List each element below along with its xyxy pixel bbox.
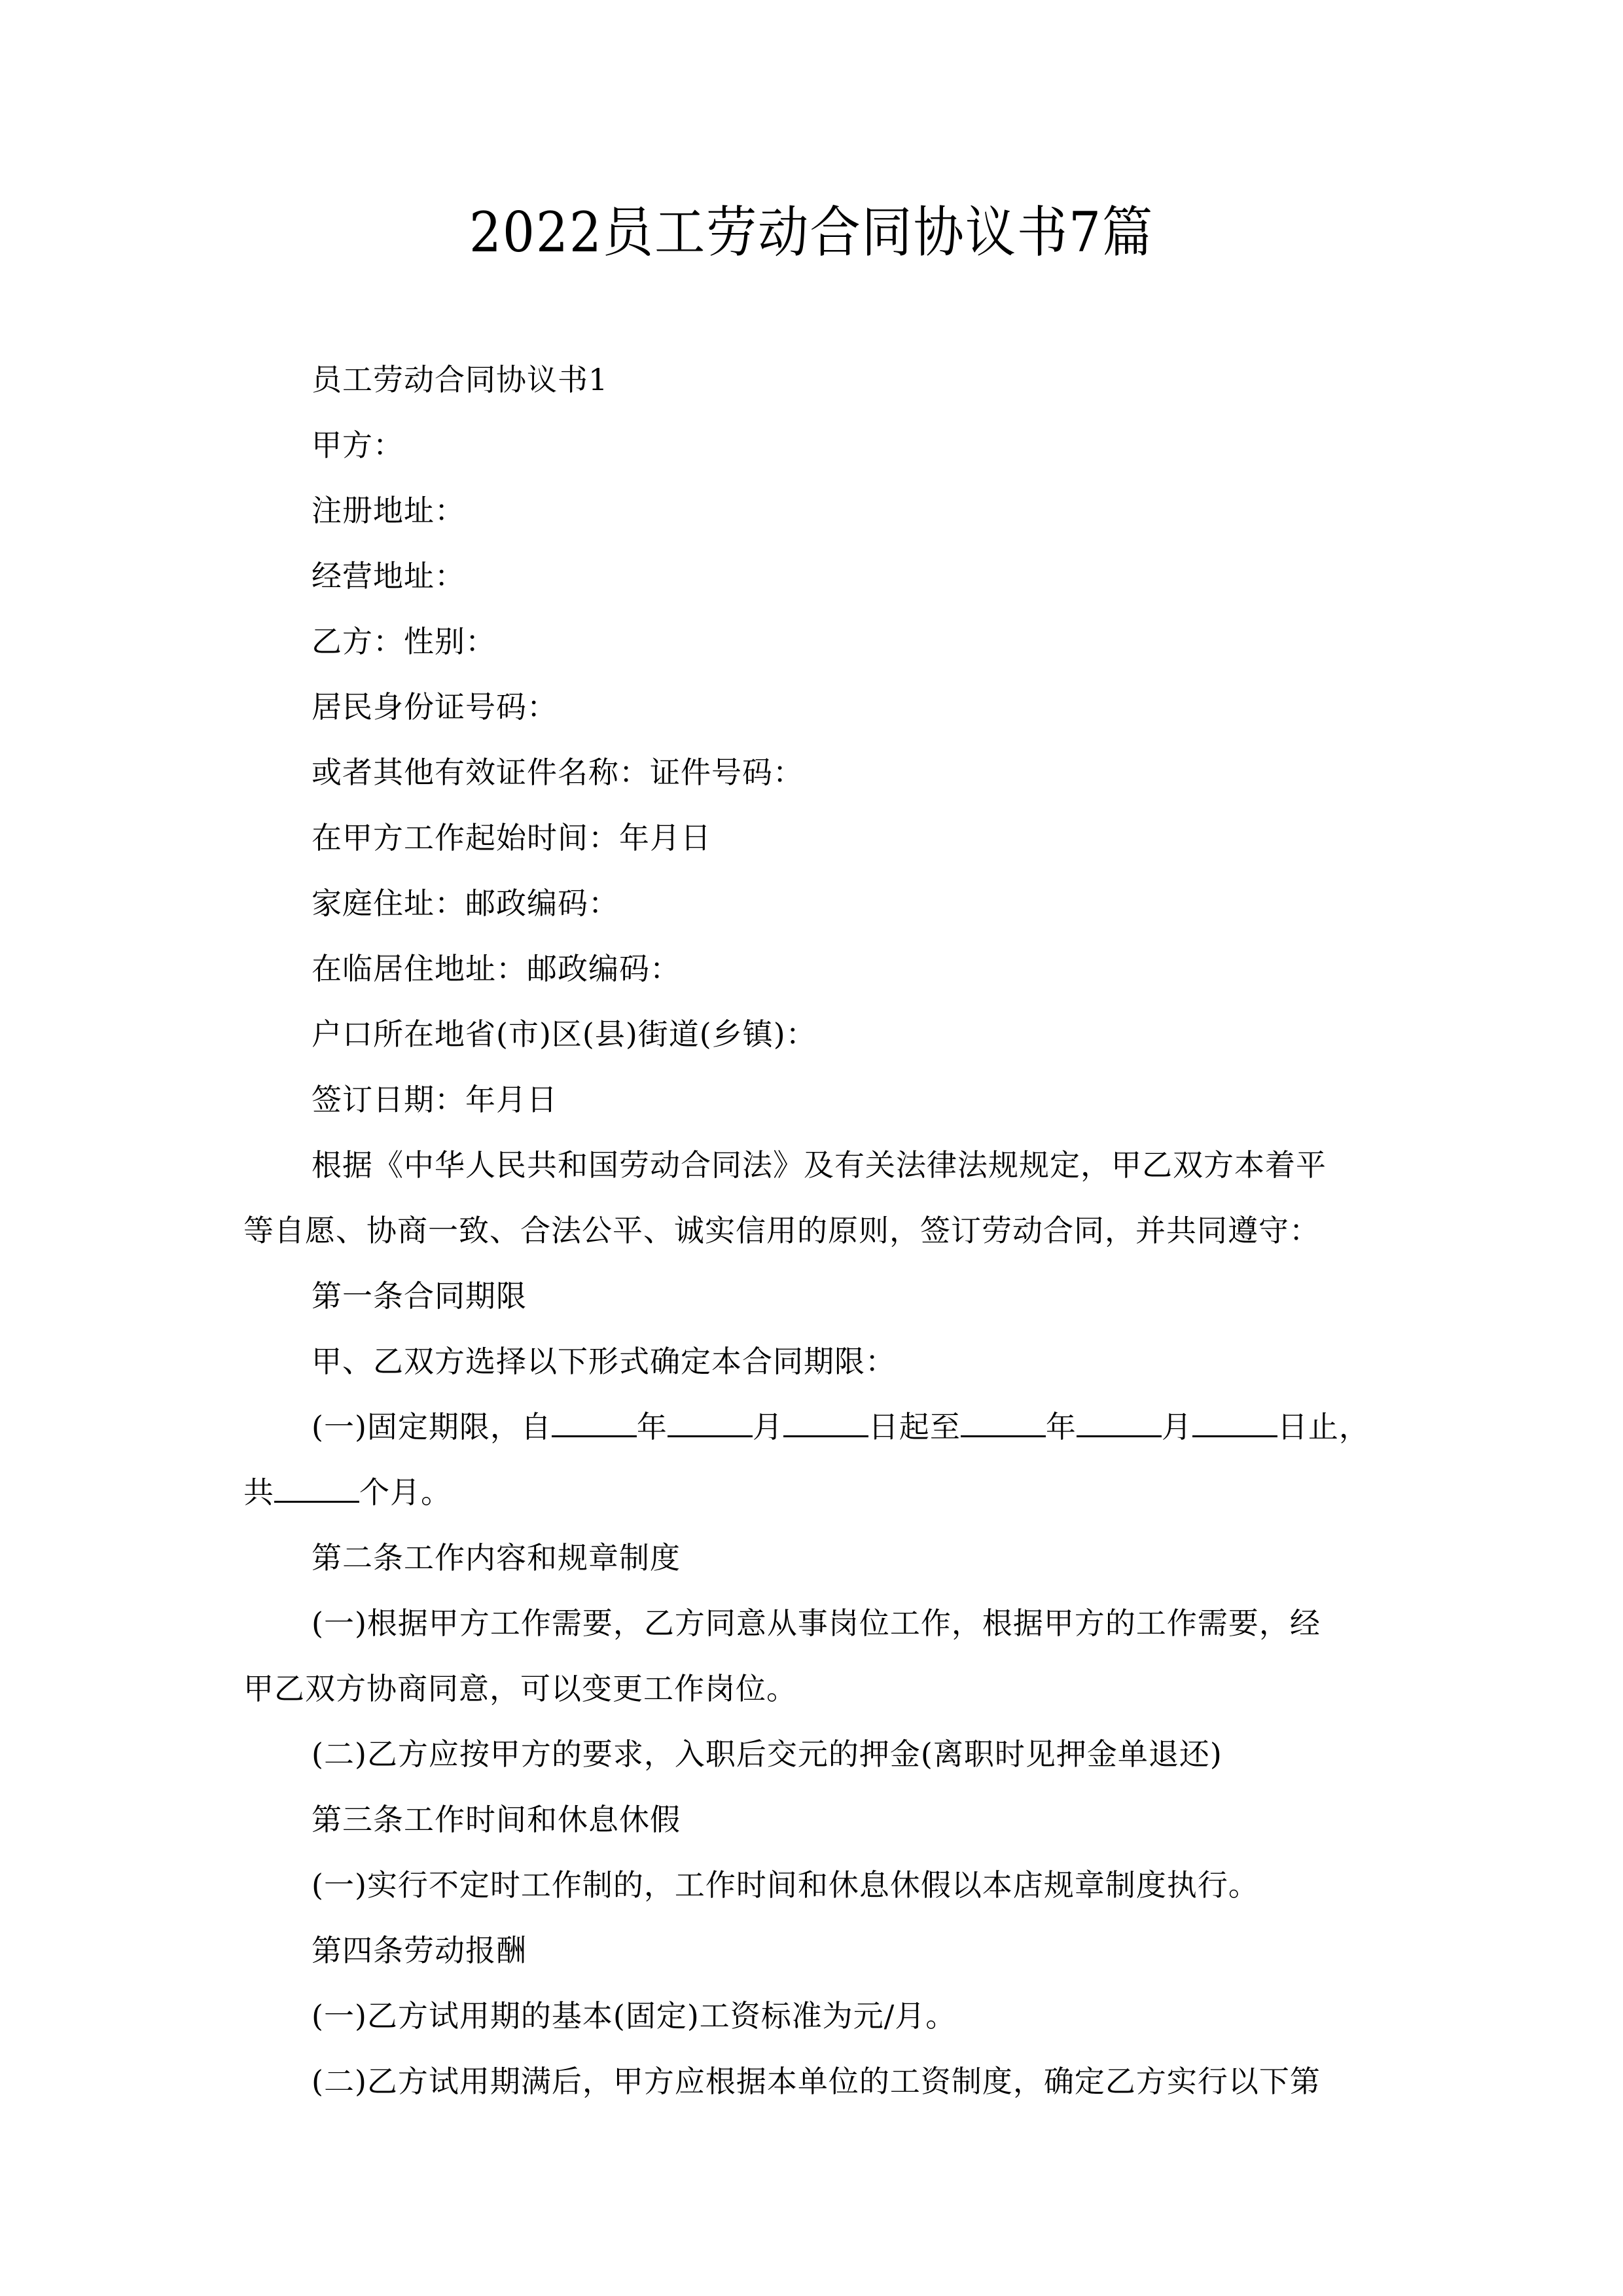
article-4-item-1: (一)乙方试用期的基本(固定)工资标准为元/月。 bbox=[312, 1998, 957, 2034]
field-other-id: 或者其他有效证件名称：证件号码： bbox=[312, 755, 804, 790]
article-1-item-1: (一)固定期限，自 年 月 日起至 年 月 日止， bbox=[312, 1409, 1370, 1444]
field-home-address: 家庭住址：邮政编码： bbox=[312, 886, 619, 921]
field-temp-address: 在临居住地址：邮政编码： bbox=[312, 951, 681, 986]
document-body bbox=[243, 347, 1382, 2114]
field-party-b-gender: 乙方：性别： bbox=[312, 624, 496, 659]
blank-total-months[interactable] bbox=[274, 1477, 359, 1503]
blank-start-day[interactable] bbox=[783, 1412, 868, 1437]
article-2-item-2: (二)乙方应按甲方的要求，入职后交元的押金(离职时见押金单退还) bbox=[312, 1736, 1222, 1772]
article-3-item-1: (一)实行不定时工作制的，工作时间和休息休假以本店规章制度执行。 bbox=[312, 1867, 1259, 1903]
field-signing-date: 签订日期：年月日 bbox=[312, 1082, 558, 1117]
preamble-line-1: 根据《中华人民共和国劳动合同法》及有关法律法规规定，甲乙双方本着平 bbox=[312, 1147, 1327, 1183]
article-2-item-1-line-1: (一)根据甲方工作需要，乙方同意从事岗位工作，根据甲方的工作需要，经 bbox=[312, 1605, 1321, 1641]
field-start-date: 在甲方工作起始时间：年月日 bbox=[312, 820, 711, 855]
blank-end-day[interactable] bbox=[1192, 1412, 1277, 1437]
section-heading: 员工劳动合同协议书1 bbox=[312, 362, 609, 397]
article-1-intro: 甲、乙双方选择以下形式确定本合同期限： bbox=[312, 1344, 896, 1379]
article-4-heading: 第四条劳动报酬 bbox=[312, 1933, 527, 1968]
field-party-a: 甲方： bbox=[312, 427, 404, 463]
article-1-heading: 第一条合同期限 bbox=[312, 1278, 527, 1314]
document-title: 2022员工劳动合同协议书7篇 bbox=[469, 200, 1154, 264]
field-id-number: 居民身份证号码： bbox=[312, 689, 558, 725]
blank-end-year[interactable] bbox=[961, 1412, 1046, 1437]
article-2-item-1-line-2: 甲乙双方协商同意，可以变更工作岗位。 bbox=[243, 1671, 797, 1706]
blank-end-month[interactable] bbox=[1077, 1412, 1162, 1437]
article-4-item-2: (二)乙方试用期满后，甲方应根据本单位的工资制度，确定乙方实行以下第 bbox=[312, 2064, 1321, 2099]
blank-start-month[interactable] bbox=[668, 1412, 753, 1437]
blank-start-year[interactable] bbox=[552, 1412, 637, 1437]
preamble-line-2: 等自愿、协商一致、合法公平、诚实信用的原则，签订劳动合同，并共同遵守： bbox=[243, 1213, 1320, 1248]
article-2-heading: 第二条工作内容和规章制度 bbox=[312, 1540, 681, 1575]
article-1-item-1-total: 共 个月。 bbox=[243, 1475, 452, 1510]
field-registered-address: 注册地址： bbox=[312, 493, 465, 528]
field-business-address: 经营地址： bbox=[312, 558, 465, 594]
article-3-heading: 第三条工作时间和休息休假 bbox=[312, 1802, 681, 1837]
field-household-registration: 户口所在地省(市)区(县)街道(乡镇)： bbox=[312, 1016, 817, 1052]
